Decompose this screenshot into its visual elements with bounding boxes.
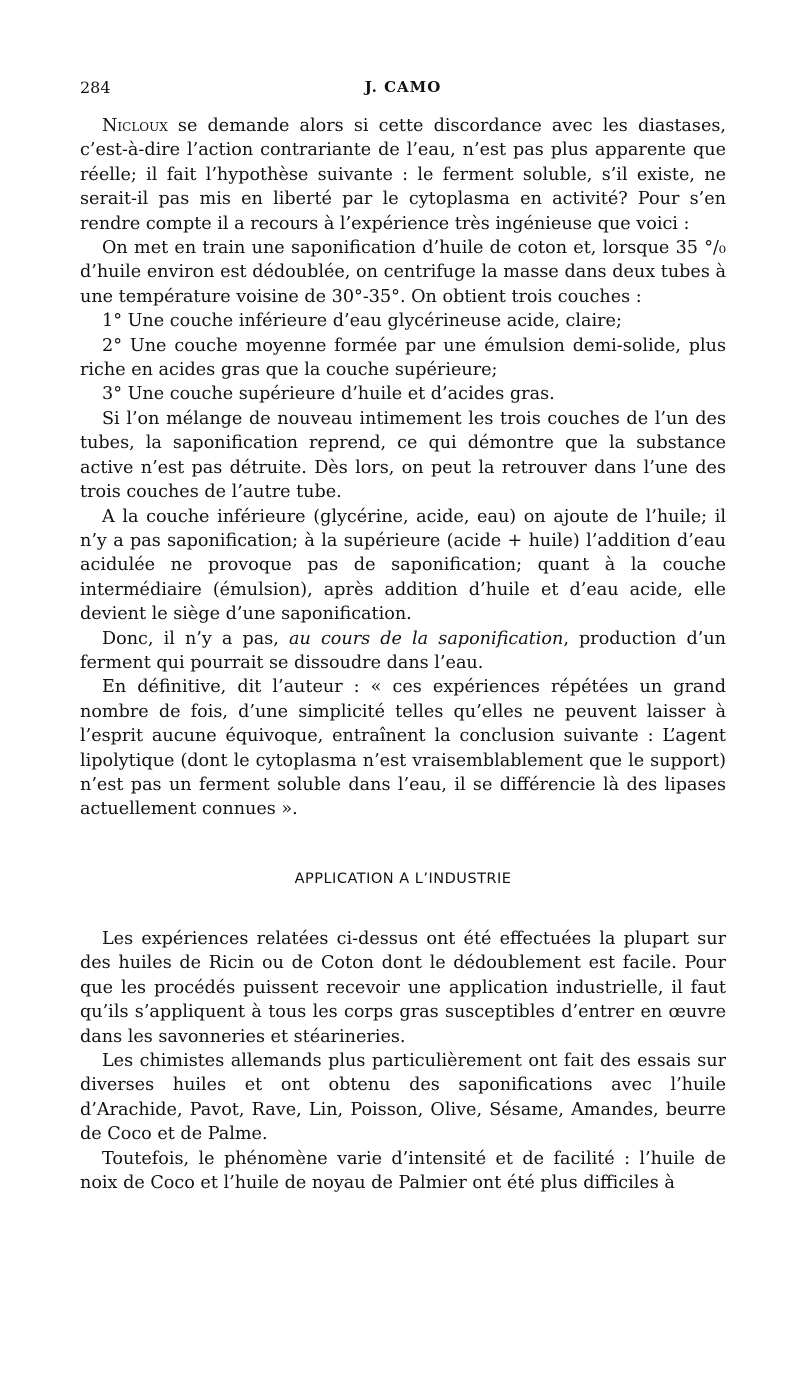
- italic-phrase: au cours de la saponification: [289, 628, 564, 649]
- paragraph: A la couche inférieure (glycérine, acide, eau) on ajoute de l’huile; il n’y a pas saponification; à la supérieure (acide + huile) l’addition d’eau acidulée ne provoque pas de saponification; quant à la couche intermédiaire (émulsion), après addition d’huile et d’eau acide, elle devient le siège d’une saponification.: [80, 506, 726, 625]
- body-text: [80, 114, 726, 822]
- paragraph: Nicloux se demande alors si cette discordance avec les diastases, c’est-à-dire l’action contrariante de l’eau, n’est pas plus apparente que réelle; il fait l’hypothèse suivante : le ferment soluble, s’il existe, ne serait-il pas mis en liberté par le cytoplasma en activité? Pour s’en rendre compte il a recours à l’expérience très ingénieuse que voici :: [80, 116, 726, 234]
- paragraph: On met en train une saponification d’huile de coton et, lorsque 35 °/₀ d’huile environ est dédoublée, on centrifuge la masse dans deux tubes à une température voisine de 30°-35°. On obtient trois couches :: [80, 238, 726, 307]
- paragraph: Toutefois, le phénomène varie d’intensité et de facilité : l’huile de noix de Coco et l’huile de noyau de Palmier ont été plus difficiles à: [80, 1148, 726, 1194]
- section-heading: APPLICATION A L’INDUSTRIE: [294, 871, 512, 887]
- section-body-text: [80, 927, 726, 1195]
- paragraph: Si l’on mélange de nouveau intimement les trois couches de l’un des tubes, la saponification reprend, ce qui démontre que la substance active n’est pas détruite. Dès lors, on peut la retrouver dans l’une des trois couches de l’autre tube.: [80, 408, 726, 503]
- page-header: [80, 78, 726, 102]
- list-item: 2° Une couche moyenne formée par une émulsion demi-solide, plus riche en acides gras que la couche supérieure;: [80, 335, 726, 381]
- running-head: J. CAMO: [364, 78, 442, 96]
- page-number: 284: [80, 78, 111, 97]
- paragraph: En définitive, dit l’auteur : « ces expériences répétées un grand nombre de fois, d’une simplicité telles qu’elles ne peuvent laisser à l’esprit aucune équivoque, entraînent la conclusion suivante : L’agent lipolytique (dont le cytoplasma n’est vraisemblablement que le support) n’est pas un ferment soluble dans l’eau, il se différencie là des lipases actuellement connues ».: [80, 677, 726, 820]
- paragraph: Les expériences relatées ci-dessus ont été effectuées la plupart sur des huiles de Ricin ou de Coton dont le dédoublement est facile. Pour que les procédés puissent recevoir une application industrielle, il faut qu’ils s’appliquent à tous les corps gras susceptibles d’entrer en œuvre dans les savonneries et stéarineries.: [80, 929, 726, 1047]
- paragraph: Les chimistes allemands plus particulièrement ont fait des essais sur diverses huiles et ont obtenu des saponifications avec l’huile d’Arachide, Pavot, Rave, Lin, Poisson, Olive, Sésame, Amandes, beurre de Coco et de Palme.: [80, 1051, 726, 1145]
- list-item: 1° Une couche inférieure d’eau glycérineuse acide, claire;: [102, 311, 622, 332]
- author-name: Nicloux: [102, 116, 168, 136]
- list-item: 3° Une couche supérieure d’huile et d’acides gras.: [102, 384, 555, 405]
- paragraph: Donc, il n’y a pas, au cours de la saponification, production d’un ferment qui pourrait se dissoudre dans l’eau.: [80, 628, 726, 673]
